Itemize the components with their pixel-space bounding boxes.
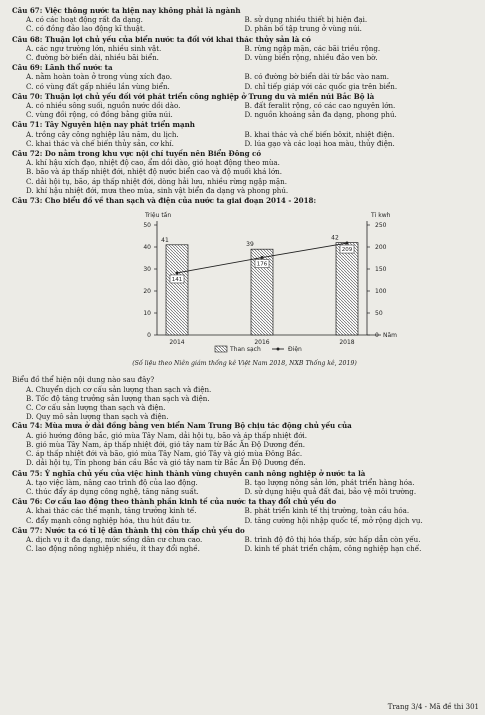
left-tick-label: 0 [147,332,151,340]
coal-data-label: 39 [246,241,254,249]
left-tick-label: 30 [143,266,151,274]
option-a[interactable]: A. các ngư trường lớn, nhiều sinh vật. [26,43,162,53]
option-c[interactable]: C. khai thác và chế biến thủy sản, cơ khí. [26,138,174,148]
option-c[interactable]: C. Cơ cấu sản lượng than sạch và điện. [26,403,166,413]
left-tick-label: 10 [143,310,151,318]
option-a[interactable]: A. khai thác các thế mạnh, tăng trưởng kinh tế. [26,506,197,516]
left-tick-label: 50 [143,222,151,230]
legend-electricity-marker [277,348,280,351]
option-b[interactable]: B. rừng ngập mặn, các bãi triều rộng. [244,43,381,53]
option-b[interactable]: B. gió mùa Tây Nam, áp thấp nhiệt đới, gió tây nam từ Bắc Ấn Độ Dương đến. [26,439,306,449]
right-tick-label: 250 [375,222,387,230]
option-d[interactable]: D. vùng biển rộng, nhiều đảo ven bờ. [244,53,378,63]
option-d[interactable]: D. khí hậu nhiệt đới, mưa theo mùa, sinh vật biển đa dạng và phong phú. [26,185,289,195]
option-d[interactable]: D. kinh tế phát triển chậm, công nghiệp hạn chế. [244,544,422,554]
legend-coal-swatch [215,346,227,352]
question-72 [12,149,477,195]
option-d[interactable]: D. nguồn khoáng sản đa dạng, phong phú. [244,110,397,120]
right-tick-label: 200 [375,244,387,252]
question-stem: Câu 68: Thuận lợi chủ yếu của biển nước ta đối với khai thác thủy sản là có [12,34,311,44]
option-c[interactable]: C. áp thấp nhiệt đới và bão, gió mùa Tây Nam, gió Tây và gió mùa Đông Bắc. [26,449,303,459]
option-b[interactable]: B. trình độ đô thị hóa thấp, sức hấp dẫn còn yếu. [244,534,421,544]
question-77 [12,526,477,554]
electricity-point [176,272,179,275]
option-d[interactable]: D. dải hội tụ, Tín phong bán cầu Bắc và gió tây nam từ Bắc Ấn Độ Dương đến. [26,458,306,468]
option-a[interactable]: A. Chuyển dịch cơ cấu sản lượng than sạch và điện. [26,384,212,394]
option-d[interactable]: D. tăng cường hội nhập quốc tế, mở rộng dịch vụ. [244,515,423,525]
question-67 [12,6,477,34]
question-stem: Câu 76: Cơ cấu lao động theo thành phần kinh tế của nước ta thay đổi chủ yếu do [12,497,337,507]
question-71 [12,120,477,148]
left-tick-label: 40 [143,244,151,252]
coal-data-label: 42 [331,234,339,242]
option-d[interactable]: D. lúa gạo và các loại hoa màu, thủy điện. [244,138,395,148]
left-axis-label: Triệu tấn [145,212,172,220]
option-b[interactable]: B. đất feralit rộng, có các cao nguyên lớn. [244,101,396,111]
electricity-point [261,256,264,259]
option-c[interactable]: C. lao động nông nghiệp nhiều, ít thay đổi nghề. [26,544,200,554]
right-axis-label: Tỉ kwh [371,212,391,220]
option-b[interactable]: B. tạo lượng nông sản lớn, phát triển hàng hóa. [244,477,415,487]
x-axis-label: Năm [383,332,398,340]
option-d[interactable]: D. sử dụng hiệu quả đất đai, bảo vệ môi trường. [244,486,417,496]
option-a[interactable]: A. tạo việc làm, nâng cao trình độ của lao động. [26,477,198,487]
question-stem: Câu 75: Ý nghĩa chủ yếu của việc hình thành vùng chuyên canh nông nghiệp ở nước ta là [12,468,366,478]
question-stem: Câu 67: Việc thông nước ta hiện nay không phải là ngành [12,6,241,15]
option-b[interactable]: B. có đường bờ biển dài từ bắc vào nam. [244,72,390,82]
option-b[interactable]: B. Tốc độ tăng trưởng sản lượng than sạch và điện. [26,393,210,403]
question-ask: Biểu đồ thể hiện nội dung nào sau đây? [12,375,155,385]
option-a[interactable]: A. có các hoạt động rất đa dạng. [26,15,143,25]
option-c[interactable]: C. dải hội tụ, bão, áp thấp nhiệt đới, dòng hải lưu, nhiều rừng ngập mặn. [26,176,287,186]
page-footer: Trang 3/4 - Mã đề thi 301 [387,702,479,711]
electricity-point [346,242,349,245]
right-tick-label: 50 [375,310,383,318]
coal-data-label: 41 [161,237,169,245]
option-c[interactable]: C. có đồng đảo lao động kĩ thuật. [26,24,146,34]
x-tick-label: 2018 [339,339,355,347]
right-tick-label: 0 [375,332,379,340]
electricity-data-label: 209 [341,247,353,254]
right-tick-label: 150 [375,266,387,274]
left-tick-label: 20 [143,288,151,296]
electricity-data-label: 141 [171,277,183,284]
question-stem: Câu 73: Cho biểu đồ về than sạch và điện của nước ta giai đoạn 2014 - 2018: [12,196,317,206]
option-a[interactable]: A. khí hậu xích đạo, nhiệt độ cao, ẩm dồi dào, gió hoạt động theo mùa. [26,158,280,168]
option-d[interactable]: D. Quy mô sản lượng than sạch và điện. [26,412,169,422]
option-d[interactable]: D. phân bố tập trung ở vùng núi. [244,24,362,34]
question-73 [12,196,477,421]
legend-electricity-label: Điện [288,346,302,354]
option-a[interactable]: A. trồng cây công nghiệp lâu năm, du lịch. [26,129,179,139]
x-tick-label: 2014 [169,339,185,347]
option-a[interactable]: A. gió hướng đông bắc, gió mùa Tây Nam, dải hội tụ, bão và áp thấp nhiệt đới. [26,430,307,440]
question-68 [12,35,477,63]
legend-coal-label: Than sạch [230,346,261,354]
question-stem: Câu 72: Do nằm trong khu vực nội chí tuyến nên Biển Đông có [12,149,262,159]
option-b[interactable]: B. sử dụng nhiều thiết bị hiện đại. [244,15,368,25]
x-tick-label: 2016 [254,339,270,347]
coal-bar [166,245,188,335]
coal-electricity-chart [122,207,422,357]
electricity-data-label: 176 [256,261,268,268]
question-stem: Câu 70: Thuận lợi chủ yếu đối với phát triển công nghiệp ở Trung du và miền núi Bắc Bộ là [12,91,375,101]
option-c[interactable]: C. vùng đồi rộng, có đồng bằng giữa núi. [26,110,173,120]
question-70 [12,92,477,120]
question-stem: Câu 77: Nước ta có tỉ lệ dân thành thị còn thấp chủ yếu do [12,525,245,535]
coal-bar [336,243,358,335]
question-74 [12,421,477,467]
option-c[interactable]: C. đường bờ biển dài, nhiều bãi biển. [26,53,159,63]
question-69 [12,63,477,91]
option-a[interactable]: A. có nhiều sông suối, nguồn nước dồi dào. [26,101,181,111]
option-a[interactable]: A. nằm hoàn toàn ở trong vùng xích đạo. [26,72,173,82]
question-stem: Câu 69: Lãnh thổ nước ta [12,63,113,73]
option-c[interactable]: C. có vùng đất gấp nhiều lần vùng biển. [26,81,170,91]
question-stem: Câu 71: Tây Nguyên hiện nay phát triển mạnh [12,120,195,130]
question-stem: Câu 74: Mùa mưa ở dải đồng bằng ven biển Nam Trung Bộ chịu tác động chủ yếu của [12,421,352,431]
option-a[interactable]: A. dịch vụ ít đa dạng, mức sống dân cư chưa cao. [26,534,203,544]
right-tick-label: 100 [375,288,387,296]
option-b[interactable]: B. bão và áp thấp nhiệt đới, nhiệt độ nước biển cao và độ muối khá lớn. [26,167,282,177]
chart-svg [122,207,422,357]
option-b[interactable]: B. phát triển kinh tế thị trường, toàn cầu hóa. [244,506,410,516]
option-d[interactable]: D. chỉ tiếp giáp với các quốc gia trên biển. [244,81,398,91]
option-c[interactable]: C. đẩy mạnh công nghiệp hóa, thu hút đầu tư. [26,515,192,525]
option-b[interactable]: B. khai thác và chế biến bôxit, nhiệt điện. [244,129,395,139]
question-75 [12,469,477,497]
option-c[interactable]: C. thúc đẩy áp dụng công nghệ, tăng năng suất. [26,486,199,496]
question-76 [12,497,477,525]
chart-source: (Số liệu theo Niên giám thống kê Việt Nam 2018, NXB Thống kê, 2019) [132,360,357,368]
